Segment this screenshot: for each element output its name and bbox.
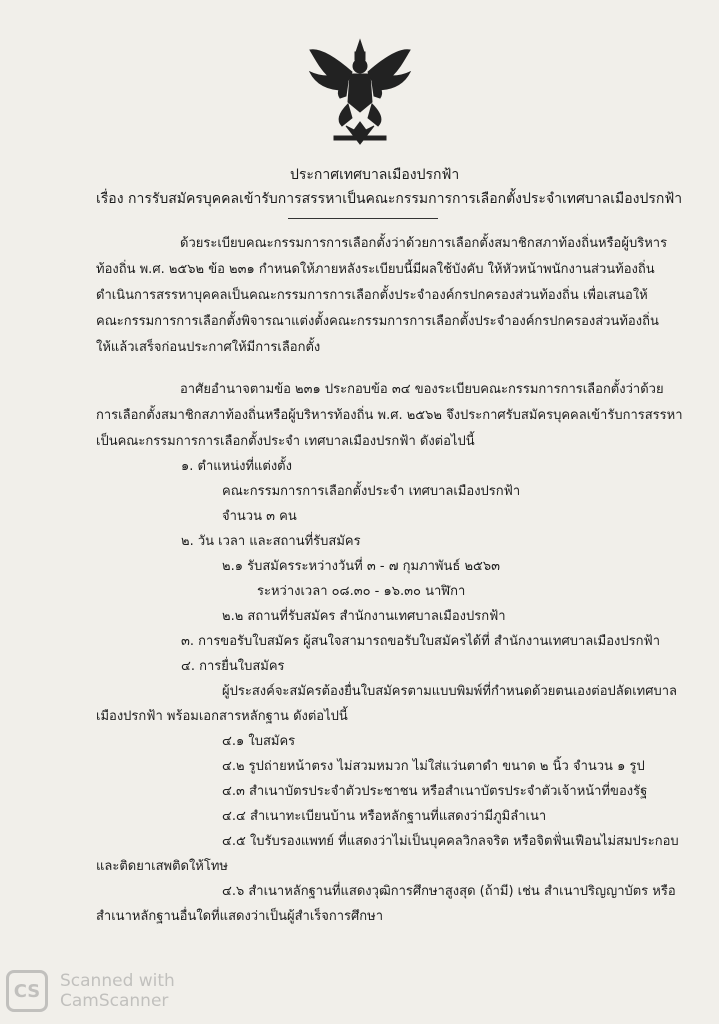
- section4-item: สำเนาหลักฐานอื่นใดที่แสดงว่าเป็นผู้สำเร็จการศึกษา: [96, 909, 384, 924]
- section4-item: ๔.๖ สำเนาหลักฐานที่แสดงวุฒิการศึกษาสูงสุด (ถ้ามี) เช่น สำเนาปริญญาบัตร หรือ: [222, 884, 676, 899]
- section4-intro: เมืองปรกฟ้า พร้อมเอกสารหลักฐาน ดังต่อไปนี้: [96, 709, 348, 724]
- para1-line: ดำเนินการสรรหาบุคคลเป็นคณะกรรมการการเลือกตั้งประจำองค์กรปกครองส่วนท้องถิ่น เพื่อเสนอให้: [96, 288, 648, 303]
- camscanner-text: [60, 971, 175, 1011]
- section2-line: ระหว่างเวลา ๐๘.๓๐ - ๑๖.๓๐ นาฬิกา: [257, 584, 466, 599]
- watermark-line2: CamScanner: [60, 991, 169, 1011]
- section3-line: ๓. การขอรับใบสมัคร ผู้สนใจสามารถขอรับใบสมัครได้ที่ สำนักงานเทศบาลเมืองปรกฟ้า: [181, 634, 660, 649]
- para1-line: คณะกรรมการการเลือกตั้งพิจารณาแต่งตั้งคณะกรรมการการเลือกตั้งประจำองค์กรปกครองส่วนท้องถิ่น: [96, 314, 659, 329]
- announcement-title: ประกาศเทศบาลเมืองปรกฟ้า: [290, 167, 460, 183]
- section4-heading: ๔. การยื่นใบสมัคร: [181, 659, 285, 674]
- garuda-emblem-icon: [306, 38, 414, 148]
- watermark-line1: Scanned with: [60, 971, 175, 991]
- subject-line: เรื่อง การรับสมัครบุคคลเข้ารับการสรรหาเป็นคณะกรรมการการเลือกตั้งประจำเทศบาลเมืองปรกฟ้า: [96, 191, 683, 207]
- section4-item: ๔.๑ ใบสมัคร: [222, 734, 296, 749]
- section4-intro: ผู้ประสงค์จะสมัครต้องยื่นใบสมัครตามแบบพิมพ์ที่กำหนดด้วยตนเองต่อปลัดเทศบาล: [222, 684, 677, 699]
- section2-heading: ๒. วัน เวลา และสถานที่รับสมัคร: [181, 534, 361, 549]
- section1-line: จำนวน ๓ คน: [222, 509, 297, 524]
- para1-line: ให้แล้วเสร็จก่อนประกาศให้มีการเลือกตั้ง: [96, 340, 321, 355]
- camscanner-watermark: [6, 970, 175, 1012]
- section2-line: ๒.๑ รับสมัครระหว่างวันที่ ๓ - ๗ กุมภาพันธ์ ๒๕๖๓: [222, 559, 501, 574]
- section1-line: คณะกรรมการการเลือกตั้งประจำ เทศบาลเมืองปรกฟ้า: [222, 484, 521, 499]
- section4-item: ๔.๒ รูปถ่ายหน้าตรง ไม่สวมหมวก ไม่ใส่แว่นตาดำ ขนาด ๒ นิ้ว จำนวน ๑ รูป: [222, 759, 645, 774]
- para2-line: อาศัยอำนาจตามข้อ ๒๓๑ ประกอบข้อ ๓๔ ของระเบียบคณะกรรมการการเลือกตั้งว่าด้วย: [180, 382, 664, 397]
- section2-line: ๒.๒ สถานที่รับสมัคร สำนักงานเทศบาลเมืองปรกฟ้า: [222, 609, 506, 624]
- para2-line: การเลือกตั้งสมาชิกสภาท้องถิ่นหรือผู้บริหารท้องถิ่น พ.ศ. ๒๕๖๒ จึงประกาศรับสมัครบุคคลเข้ารับการสรรหา: [96, 408, 683, 423]
- section4-item: ๔.๕ ใบรับรองแพทย์ ที่แสดงว่าไม่เป็นบุคคลวิกลจริต หรือจิตฟั่นเฟือนไม่สมประกอบ: [222, 834, 679, 849]
- section4-item: และติดยาเสพติดให้โทษ: [96, 859, 228, 874]
- title-divider: [288, 218, 438, 219]
- para1-line: ท้องถิ่น พ.ศ. ๒๕๖๒ ข้อ ๒๓๑ กำหนดให้ภายหลังระเบียบนี้มีผลใช้บังคับ ให้หัวหน้าพนักงานส่วนท้องถิ่น: [96, 262, 655, 277]
- section4-item: ๔.๔ สำเนาทะเบียนบ้าน หรือหลักฐานที่แสดงว่ามีภูมิลำเนา: [222, 809, 547, 824]
- section1-heading: ๑. ตำแหน่งที่แต่งตั้ง: [181, 459, 292, 474]
- para2-line: เป็นคณะกรรมการการเลือกตั้งประจำ เทศบาลเมืองปรกฟ้า ดังต่อไปนี้: [96, 434, 475, 449]
- section4-item: ๔.๓ สำเนาบัตรประจำตัวประชาชน หรือสำเนาบัตรประจำตัวเจ้าหน้าที่ของรัฐ: [222, 784, 648, 799]
- camscanner-logo-icon: CS: [6, 970, 48, 1012]
- para1-line: ด้วยระเบียบคณะกรรมการการเลือกตั้งว่าด้วยการเลือกตั้งสมาชิกสภาท้องถิ่นหรือผู้บริหาร: [180, 236, 668, 251]
